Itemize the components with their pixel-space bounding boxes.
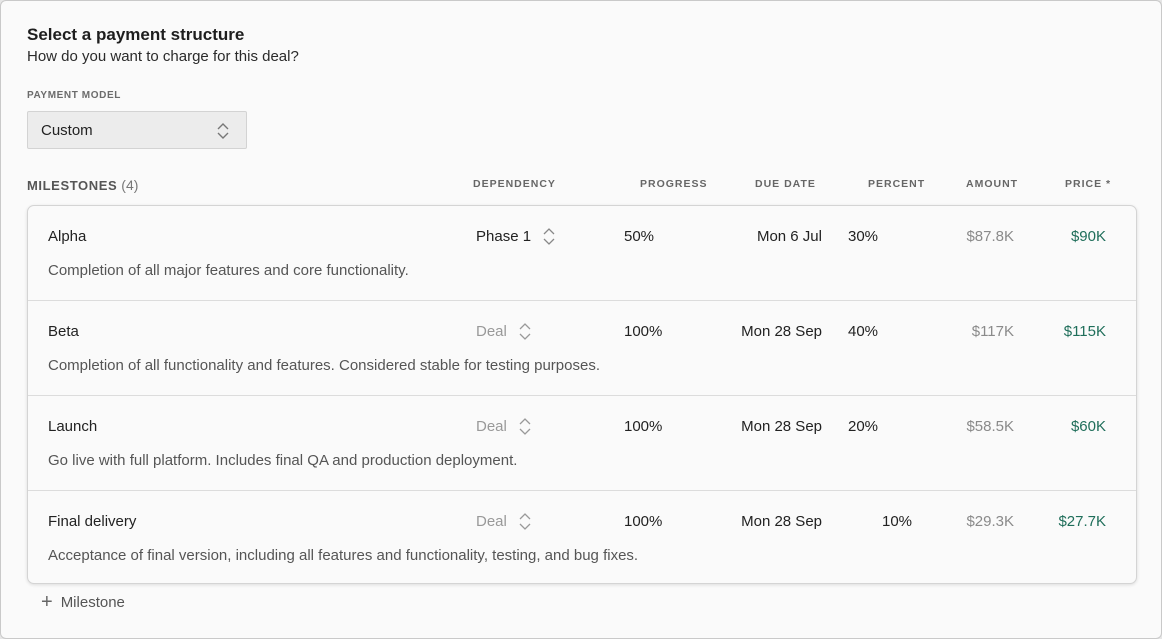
dependency-value: Deal bbox=[476, 323, 507, 340]
payment-model-label: PAYMENT MODEL bbox=[27, 90, 121, 101]
dependency-select[interactable] bbox=[476, 323, 531, 340]
column-header-amount: AMOUNT bbox=[966, 178, 1019, 190]
table-row[interactable] bbox=[28, 491, 1136, 584]
price-value[interactable]: $115K bbox=[1063, 323, 1106, 340]
chevron-up-down-icon bbox=[519, 323, 531, 340]
chevron-up-down-icon bbox=[519, 418, 531, 435]
amount-value: $87.8K bbox=[966, 228, 1014, 245]
progress-value: 50% bbox=[624, 228, 655, 245]
due-date-value[interactable]: Mon 28 Sep bbox=[741, 418, 822, 435]
add-milestone-label: Milestone bbox=[60, 593, 125, 611]
dependency-value: Deal bbox=[476, 513, 507, 530]
dependency-value: Deal bbox=[476, 418, 507, 435]
payment-model-value: Custom bbox=[41, 121, 93, 139]
progress-value: 100% bbox=[624, 323, 663, 340]
milestone-description: Acceptance of final version, including all features and functionality, testing, and bug fixes. bbox=[48, 547, 639, 564]
column-header-due-date: DUE DATE bbox=[755, 178, 816, 190]
due-date-value[interactable]: Mon 6 Jul bbox=[756, 228, 822, 245]
milestone-description: Completion of all functionality and features. Considered stable for testing purposes. bbox=[48, 357, 600, 374]
percent-value[interactable]: 40% bbox=[848, 323, 879, 340]
milestones-title: MILESTONES bbox=[27, 178, 118, 193]
dependency-value: Phase 1 bbox=[476, 228, 532, 245]
column-header-price: PRICE * bbox=[1065, 178, 1112, 190]
dependency-select[interactable] bbox=[476, 228, 555, 245]
milestones-count: (4) bbox=[121, 177, 139, 193]
price-value[interactable]: $60K bbox=[1070, 418, 1106, 435]
column-header-percent: PERCENT bbox=[868, 178, 926, 190]
add-milestone-button[interactable] bbox=[41, 593, 125, 611]
dependency-select[interactable] bbox=[476, 418, 531, 435]
payment-model-select[interactable] bbox=[27, 111, 247, 149]
price-value[interactable]: $27.7K bbox=[1058, 513, 1106, 530]
milestone-name: Beta bbox=[48, 323, 79, 340]
due-date-value[interactable]: Mon 28 Sep bbox=[741, 513, 822, 530]
page-title: Select a payment structure bbox=[27, 25, 245, 44]
column-header-dependency: DEPENDENCY bbox=[473, 178, 556, 190]
plus-icon: + bbox=[41, 591, 53, 613]
page-subtitle: How do you want to charge for this deal? bbox=[27, 48, 299, 65]
table-row[interactable] bbox=[28, 206, 1136, 301]
progress-value: 100% bbox=[624, 418, 663, 435]
amount-value: $117K bbox=[971, 323, 1014, 340]
percent-value[interactable]: 10% bbox=[882, 513, 913, 530]
milestone-name: Final delivery bbox=[48, 513, 137, 530]
milestones-heading bbox=[27, 177, 138, 193]
progress-value: 100% bbox=[624, 513, 663, 530]
chevron-up-down-icon bbox=[216, 122, 230, 140]
column-header-progress: PROGRESS bbox=[640, 178, 708, 190]
table-row[interactable] bbox=[28, 396, 1136, 491]
chevron-up-down-icon bbox=[543, 228, 555, 245]
percent-value[interactable]: 30% bbox=[848, 228, 879, 245]
amount-value: $29.3K bbox=[966, 513, 1014, 530]
milestone-name: Alpha bbox=[48, 228, 87, 245]
chevron-up-down-icon bbox=[519, 513, 531, 530]
milestone-description: Go live with full platform. Includes final QA and production deployment. bbox=[48, 452, 518, 469]
due-date-value[interactable]: Mon 28 Sep bbox=[741, 323, 822, 340]
price-value[interactable]: $90K bbox=[1070, 228, 1106, 245]
milestone-name: Launch bbox=[48, 418, 98, 435]
dependency-select[interactable] bbox=[476, 513, 531, 530]
table-row[interactable] bbox=[28, 301, 1136, 396]
percent-value[interactable]: 20% bbox=[848, 418, 879, 435]
milestone-description: Completion of all major features and core functionality. bbox=[48, 262, 409, 279]
milestones-table bbox=[27, 205, 1137, 584]
amount-value: $58.5K bbox=[966, 418, 1014, 435]
